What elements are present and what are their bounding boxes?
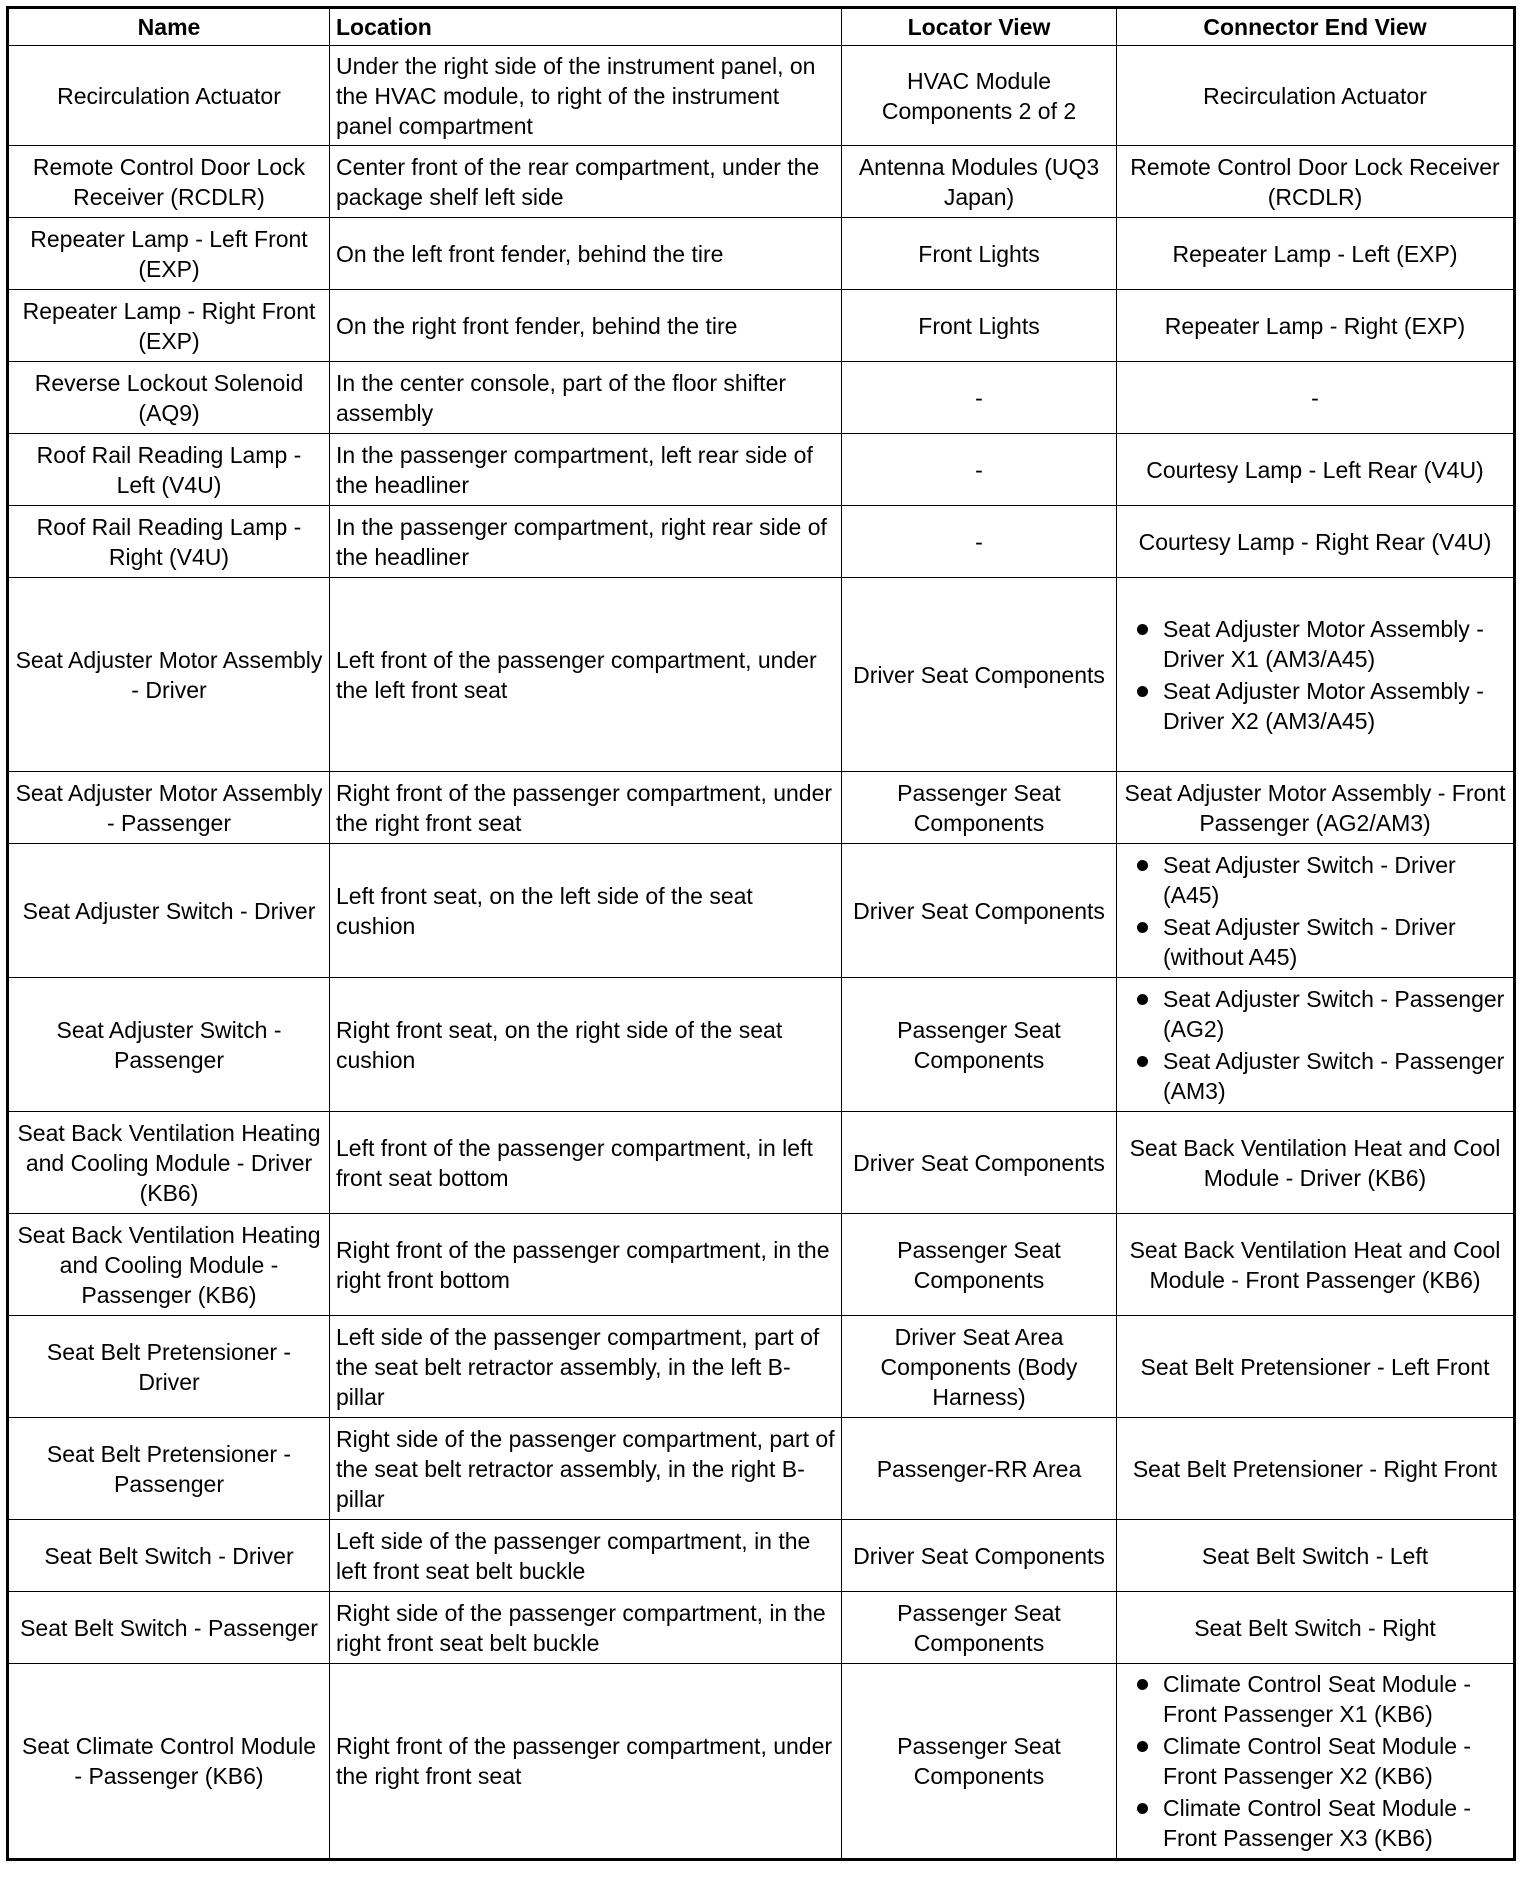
- cell-name: Seat Adjuster Switch - Driver: [8, 844, 330, 978]
- cell-connector-end-view: Seat Back Ventilation Heat and Cool Module - Front Passenger (KB6): [1117, 1214, 1515, 1316]
- cell-connector-end-view: Seat Back Ventilation Heat and Cool Module - Driver (KB6): [1117, 1112, 1515, 1214]
- cell-name: Remote Control Door Lock Receiver (RCDLR): [8, 146, 330, 218]
- table-row: [8, 362, 1515, 434]
- table-row: [8, 1592, 1515, 1664]
- cell-locator-view: Driver Seat Area Components (Body Harness): [842, 1316, 1117, 1418]
- cell-connector-end-view: Repeater Lamp - Right (EXP): [1117, 290, 1515, 362]
- table-row: [8, 218, 1515, 290]
- cell-location: Center front of the rear compartment, under the package shelf left side: [330, 146, 842, 218]
- table-row: [8, 844, 1515, 978]
- cell-name: Seat Back Ventilation Heating and Cooling Module - Driver (KB6): [8, 1112, 330, 1214]
- cell-connector-end-view: Courtesy Lamp - Left Rear (V4U): [1117, 434, 1515, 506]
- cell-name: Seat Belt Pretensioner - Driver: [8, 1316, 330, 1418]
- cell-locator-view: Passenger-RR Area: [842, 1418, 1117, 1520]
- connector-list: [1123, 984, 1507, 1106]
- cell-location: Under the right side of the instrument panel, on the HVAC module, to right of the instrument panel compartment: [330, 46, 842, 146]
- connector-list-item: Seat Adjuster Switch - Driver (A45): [1123, 850, 1507, 910]
- cell-location: On the left front fender, behind the tire: [330, 218, 842, 290]
- connector-list-item: Seat Adjuster Switch - Driver (without A45): [1123, 912, 1507, 972]
- table-row: [8, 1418, 1515, 1520]
- cell-name: Seat Adjuster Switch - Passenger: [8, 978, 330, 1112]
- component-locator-table: [6, 6, 1516, 1861]
- connector-list-item: Climate Control Seat Module - Front Passenger X2 (KB6): [1123, 1731, 1507, 1791]
- table-row: [8, 146, 1515, 218]
- cell-connector-end-view: Recirculation Actuator: [1117, 46, 1515, 146]
- table-body: [8, 46, 1515, 1860]
- cell-location: Right front of the passenger compartment, in the right front bottom: [330, 1214, 842, 1316]
- cell-name: Seat Belt Pretensioner - Passenger: [8, 1418, 330, 1520]
- cell-connector-end-view: Seat Adjuster Motor Assembly - Front Passenger (AG2/AM3): [1117, 772, 1515, 844]
- cell-locator-view: Antenna Modules (UQ3 Japan): [842, 146, 1117, 218]
- cell-locator-view: Driver Seat Components: [842, 844, 1117, 978]
- cell-location: Right front of the passenger compartment, under the right front seat: [330, 772, 842, 844]
- connector-list: [1123, 614, 1507, 736]
- cell-name: Roof Rail Reading Lamp - Left (V4U): [8, 434, 330, 506]
- cell-locator-view: Front Lights: [842, 290, 1117, 362]
- cell-location: Left front seat, on the left side of the seat cushion: [330, 844, 842, 978]
- cell-locator-view: -: [842, 362, 1117, 434]
- cell-name: Seat Adjuster Motor Assembly - Passenger: [8, 772, 330, 844]
- connector-list-item: Seat Adjuster Switch - Passenger (AG2): [1123, 984, 1507, 1044]
- cell-connector-end-view: -: [1117, 362, 1515, 434]
- cell-location: On the right front fender, behind the tire: [330, 290, 842, 362]
- connector-list: [1123, 850, 1507, 972]
- cell-locator-view: Passenger Seat Components: [842, 1664, 1117, 1860]
- header-location: Location: [330, 8, 842, 46]
- connector-list-item: Seat Adjuster Switch - Passenger (AM3): [1123, 1046, 1507, 1106]
- cell-location: Right side of the passenger compartment, in the right front seat belt buckle: [330, 1592, 842, 1664]
- cell-connector-end-view: Seat Belt Switch - Right: [1117, 1592, 1515, 1664]
- cell-connector-end-view: [1117, 978, 1515, 1112]
- cell-name: Roof Rail Reading Lamp - Right (V4U): [8, 506, 330, 578]
- cell-locator-view: Passenger Seat Components: [842, 1592, 1117, 1664]
- cell-name: Seat Belt Switch - Driver: [8, 1520, 330, 1592]
- cell-connector-end-view: Remote Control Door Lock Receiver (RCDLR): [1117, 146, 1515, 218]
- cell-name: Repeater Lamp - Right Front (EXP): [8, 290, 330, 362]
- cell-location: Right side of the passenger compartment, part of the seat belt retractor assembly, in the right B-pillar: [330, 1418, 842, 1520]
- cell-locator-view: Driver Seat Components: [842, 1520, 1117, 1592]
- cell-locator-view: HVAC Module Components 2 of 2: [842, 46, 1117, 146]
- cell-locator-view: -: [842, 506, 1117, 578]
- header-connector-end-view: Connector End View: [1117, 8, 1515, 46]
- table-row: [8, 578, 1515, 772]
- table-row: [8, 1316, 1515, 1418]
- cell-locator-view: Passenger Seat Components: [842, 772, 1117, 844]
- cell-location: In the passenger compartment, right rear side of the headliner: [330, 506, 842, 578]
- cell-locator-view: -: [842, 434, 1117, 506]
- cell-location: Left side of the passenger compartment, in the left front seat belt buckle: [330, 1520, 842, 1592]
- connector-list-item: Climate Control Seat Module - Front Passenger X1 (KB6): [1123, 1669, 1507, 1729]
- cell-location: Left front of the passenger compartment, under the left front seat: [330, 578, 842, 772]
- cell-location: In the center console, part of the floor shifter assembly: [330, 362, 842, 434]
- connector-list-item: Seat Adjuster Motor Assembly - Driver X1 (AM3/A45): [1123, 614, 1507, 674]
- cell-name: Repeater Lamp - Left Front (EXP): [8, 218, 330, 290]
- table-row: [8, 1664, 1515, 1860]
- cell-connector-end-view: Seat Belt Pretensioner - Right Front: [1117, 1418, 1515, 1520]
- cell-name: Seat Climate Control Module - Passenger (KB6): [8, 1664, 330, 1860]
- cell-location: Left side of the passenger compartment, part of the seat belt retractor assembly, in the left B-pillar: [330, 1316, 842, 1418]
- cell-connector-end-view: Courtesy Lamp - Right Rear (V4U): [1117, 506, 1515, 578]
- cell-name: Seat Adjuster Motor Assembly - Driver: [8, 578, 330, 772]
- cell-locator-view: Front Lights: [842, 218, 1117, 290]
- table-row: [8, 290, 1515, 362]
- connector-list-item: Seat Adjuster Motor Assembly - Driver X2 (AM3/A45): [1123, 676, 1507, 736]
- cell-locator-view: Passenger Seat Components: [842, 978, 1117, 1112]
- header-row: [8, 8, 1515, 46]
- table-row: [8, 1520, 1515, 1592]
- cell-connector-end-view: Seat Belt Pretensioner - Left Front: [1117, 1316, 1515, 1418]
- cell-name: Seat Belt Switch - Passenger: [8, 1592, 330, 1664]
- cell-connector-end-view: Repeater Lamp - Left (EXP): [1117, 218, 1515, 290]
- cell-connector-end-view: Seat Belt Switch - Left: [1117, 1520, 1515, 1592]
- cell-name: Recirculation Actuator: [8, 46, 330, 146]
- cell-name: Seat Back Ventilation Heating and Cooling Module - Passenger (KB6): [8, 1214, 330, 1316]
- cell-connector-end-view: [1117, 578, 1515, 772]
- table-row: [8, 772, 1515, 844]
- cell-location: In the passenger compartment, left rear side of the headliner: [330, 434, 842, 506]
- header-name: Name: [8, 8, 330, 46]
- table-row: [8, 434, 1515, 506]
- table-row: [8, 1214, 1515, 1316]
- table-row: [8, 506, 1515, 578]
- cell-name: Reverse Lockout Solenoid (AQ9): [8, 362, 330, 434]
- table-row: [8, 978, 1515, 1112]
- cell-location: Right front seat, on the right side of the seat cushion: [330, 978, 842, 1112]
- cell-locator-view: Driver Seat Components: [842, 578, 1117, 772]
- cell-location: Right front of the passenger compartment, under the right front seat: [330, 1664, 842, 1860]
- cell-locator-view: Passenger Seat Components: [842, 1214, 1117, 1316]
- header-locator-view: Locator View: [842, 8, 1117, 46]
- cell-location: Left front of the passenger compartment, in left front seat bottom: [330, 1112, 842, 1214]
- connector-list-item: Climate Control Seat Module - Front Passenger X3 (KB6): [1123, 1793, 1507, 1853]
- cell-locator-view: Driver Seat Components: [842, 1112, 1117, 1214]
- table-row: [8, 46, 1515, 146]
- cell-connector-end-view: [1117, 844, 1515, 978]
- connector-list: [1123, 1669, 1507, 1853]
- table-row: [8, 1112, 1515, 1214]
- cell-connector-end-view: [1117, 1664, 1515, 1860]
